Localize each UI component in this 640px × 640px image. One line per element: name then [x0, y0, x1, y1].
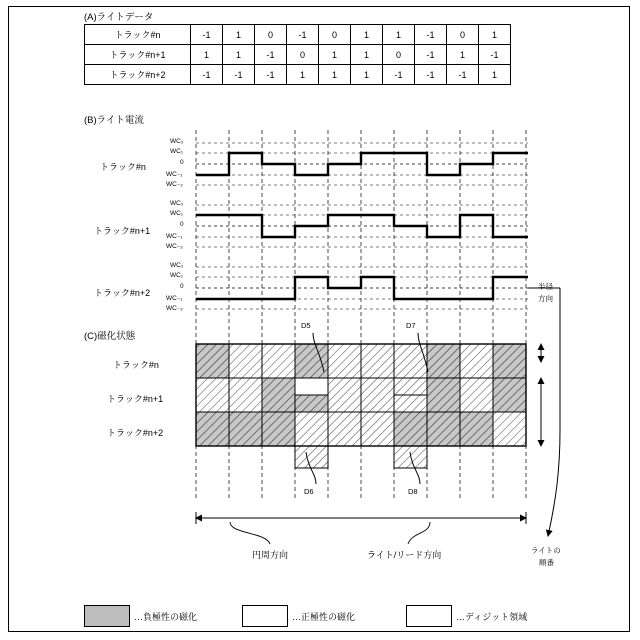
table-cell: -1 — [223, 65, 255, 85]
magnetization-track-label-n1: トラック#n+1 — [107, 394, 164, 404]
circumferential-label: 円周方向 — [252, 550, 289, 560]
axis-label-wcm2: WC₋₂ — [166, 181, 183, 188]
callout-d7: D7 — [406, 321, 416, 330]
table-row — [85, 25, 511, 45]
axis-label-wcm2: WC₋₂ — [166, 243, 183, 250]
table-cell: 1 — [223, 25, 255, 45]
table-row-head: トラック#n+1 — [85, 45, 191, 65]
axis-label-wcm1: WC₋₁ — [166, 171, 183, 178]
axis-label-wcm2: WC₋₂ — [166, 305, 183, 312]
axis-label-wc2: WC₂ — [170, 138, 184, 145]
table-cell: 1 — [191, 45, 223, 65]
table-cell: 0 — [287, 45, 319, 65]
write-data-table — [84, 24, 511, 85]
table-cell: -1 — [191, 25, 223, 45]
legend-swatch-digit — [406, 605, 452, 627]
axis-label-wc2: WC₂ — [170, 200, 184, 207]
no-hatch-icon — [406, 605, 452, 627]
section-c-title: (C)磁化状態 — [84, 331, 136, 342]
table-cell: 1 — [383, 25, 415, 45]
negative-hatch-icon — [84, 605, 130, 627]
table-cell: 1 — [351, 45, 383, 65]
axis-label-zero: 0 — [180, 221, 184, 228]
waveform-track-label-n2: トラック#n+2 — [94, 288, 151, 298]
magnetization-track-label-n: トラック#n — [113, 360, 159, 370]
table-row-head: トラック#n+2 — [85, 65, 191, 85]
table-cell: -1 — [287, 25, 319, 45]
axis-label-wcm1: WC₋₁ — [166, 233, 183, 240]
table-cell: -1 — [415, 45, 447, 65]
table-cell: -1 — [415, 65, 447, 85]
table-cell: 1 — [479, 25, 511, 45]
table-cell: 0 — [319, 25, 351, 45]
table-cell: 1 — [447, 45, 479, 65]
table-cell: -1 — [415, 25, 447, 45]
figure-frame — [8, 6, 630, 632]
table-cell: 1 — [223, 45, 255, 65]
table-cell: 0 — [255, 25, 287, 45]
write-order-label-line2: 順番 — [539, 558, 554, 567]
write-order-label-line1: ライトの — [531, 546, 561, 555]
axis-label-wc1: WC₁ — [170, 210, 184, 217]
table-cell: 1 — [351, 65, 383, 85]
legend-swatch-negative — [84, 605, 130, 627]
section-b-title: (B)ライト電流 — [84, 115, 144, 126]
axis-label-wc1: WC₁ — [170, 272, 184, 279]
table-cell: 1 — [319, 65, 351, 85]
table-cell: 1 — [479, 65, 511, 85]
callout-d6: D6 — [304, 487, 314, 496]
table-cell: -1 — [447, 65, 479, 85]
waveform-track-label-n: トラック#n — [100, 162, 146, 172]
legend-swatch-positive — [242, 605, 288, 627]
axis-label-wcm1: WC₋₁ — [166, 295, 183, 302]
table-cell: -1 — [255, 65, 287, 85]
table-cell: 0 — [447, 25, 479, 45]
radial-label-line1: 半径 — [538, 282, 553, 291]
table-cell: 1 — [319, 45, 351, 65]
table-cell: 1 — [287, 65, 319, 85]
section-a-title: (A)ライトデータ — [84, 12, 154, 23]
callout-d5: D5 — [301, 321, 311, 330]
table-cell: -1 — [191, 65, 223, 85]
radial-label-line2: 方向 — [538, 294, 553, 303]
table-row-head: トラック#n — [85, 25, 191, 45]
legend-label-digit: …ディジット領域 — [456, 612, 528, 622]
waveform-track-label-n1: トラック#n+1 — [94, 226, 151, 236]
legend-label-positive: …正極性の磁化 — [292, 612, 356, 622]
table-cell: -1 — [479, 45, 511, 65]
legend-label-negative: …負極性の磁化 — [134, 612, 198, 622]
write-read-direction-label: ライト/リード方向 — [367, 550, 442, 560]
table-row — [85, 45, 511, 65]
axis-label-zero: 0 — [180, 283, 184, 290]
table-cell: 1 — [351, 25, 383, 45]
table-cell: 0 — [383, 45, 415, 65]
table-cell: -1 — [255, 45, 287, 65]
callout-d8: D8 — [408, 487, 418, 496]
table-row — [85, 65, 511, 85]
table-cell: -1 — [383, 65, 415, 85]
positive-hatch-icon — [242, 605, 288, 627]
axis-label-wc2: WC₂ — [170, 262, 184, 269]
axis-label-zero: 0 — [180, 159, 184, 166]
axis-label-wc1: WC₁ — [170, 148, 184, 155]
magnetization-track-label-n2: トラック#n+2 — [107, 428, 164, 438]
